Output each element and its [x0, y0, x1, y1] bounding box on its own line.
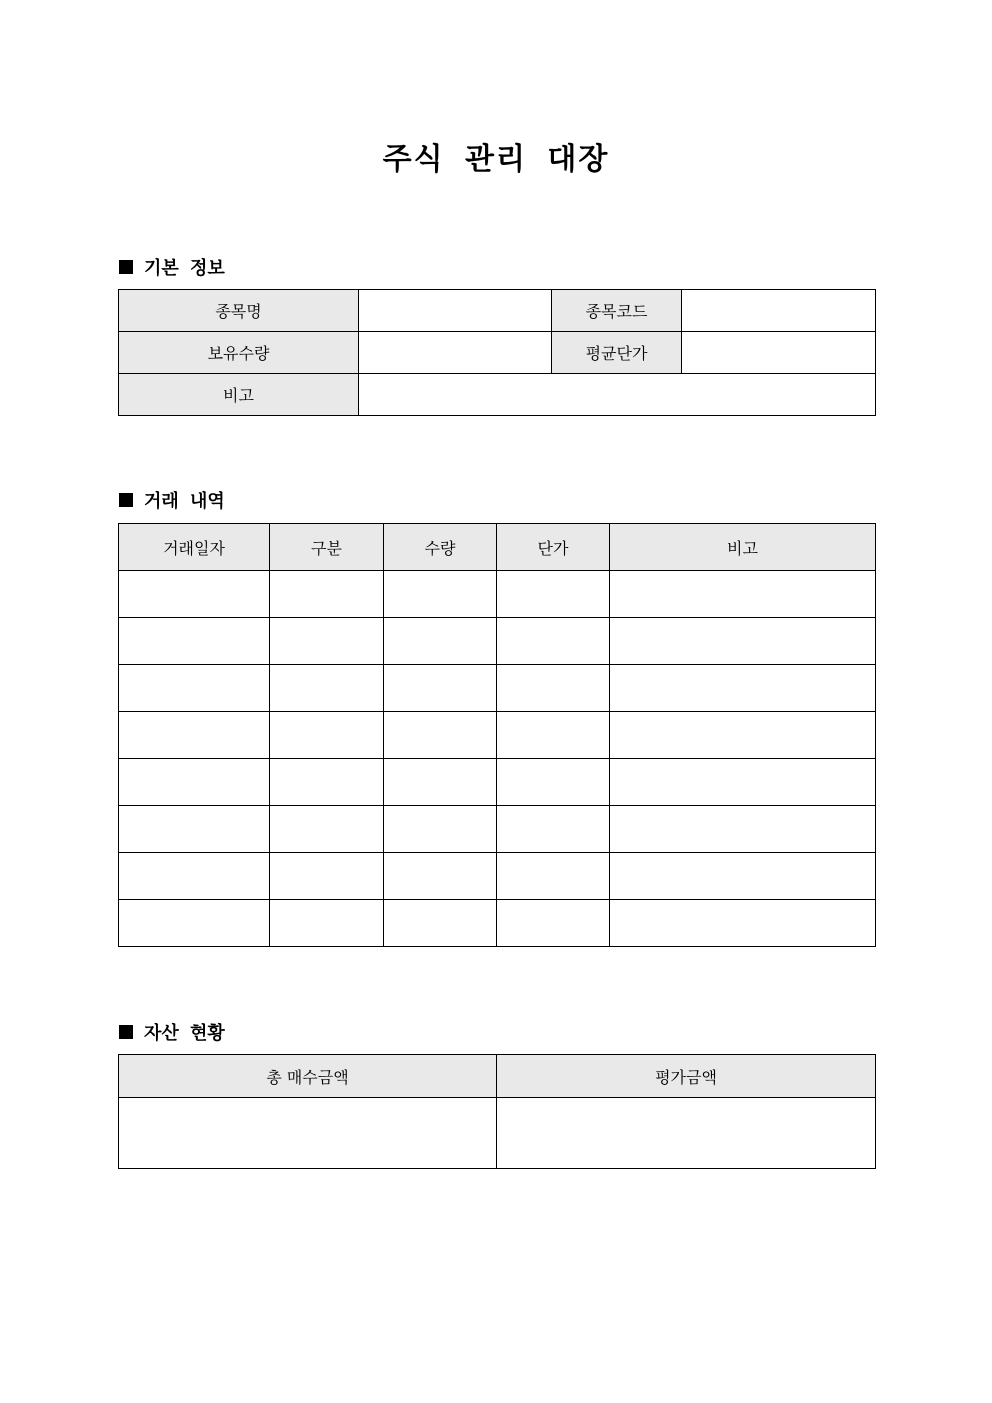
holding-quantity-field[interactable] [359, 332, 552, 374]
type-cell[interactable] [270, 712, 384, 759]
table-row [119, 759, 876, 806]
price-cell[interactable] [497, 853, 610, 900]
date-cell[interactable] [119, 571, 270, 618]
quantity-cell[interactable] [384, 665, 497, 712]
date-cell[interactable] [119, 900, 270, 947]
table-row [119, 374, 876, 416]
square-bullet-icon [119, 1025, 133, 1039]
price-cell[interactable] [497, 759, 610, 806]
table-row [119, 1098, 876, 1169]
type-cell[interactable] [270, 571, 384, 618]
table-row [119, 571, 876, 618]
remarks-field[interactable] [359, 374, 876, 416]
quantity-cell[interactable] [384, 618, 497, 665]
quantity-cell[interactable] [384, 571, 497, 618]
square-bullet-icon [119, 493, 133, 507]
type-cell[interactable] [270, 853, 384, 900]
column-header-quantity: 수량 [384, 524, 497, 571]
table-row [119, 290, 876, 332]
date-cell[interactable] [119, 712, 270, 759]
section-heading-trades [119, 487, 225, 513]
type-cell[interactable] [270, 665, 384, 712]
column-header-price: 단가 [497, 524, 610, 571]
date-cell[interactable] [119, 806, 270, 853]
remarks-cell[interactable] [610, 571, 876, 618]
trade-history-table [118, 523, 876, 947]
remarks-cell[interactable] [610, 900, 876, 947]
table-header-row [119, 524, 876, 571]
page-title: 주식 관리 대장 [382, 142, 610, 177]
type-cell[interactable] [270, 759, 384, 806]
quantity-cell[interactable] [384, 853, 497, 900]
column-header-type: 구분 [270, 524, 384, 571]
type-cell[interactable] [270, 806, 384, 853]
section-heading-label: 자산 현황 [144, 1023, 225, 1044]
price-cell[interactable] [497, 806, 610, 853]
table-row [119, 618, 876, 665]
quantity-cell[interactable] [384, 900, 497, 947]
average-price-field[interactable] [682, 332, 876, 374]
column-header-valuation: 평가금액 [497, 1055, 876, 1098]
section-heading-assets [119, 1019, 225, 1045]
date-cell[interactable] [119, 665, 270, 712]
label-average-price: 평균단가 [552, 332, 682, 374]
table-row [119, 806, 876, 853]
section-heading-label: 기본 정보 [144, 258, 225, 279]
label-stock-code: 종목코드 [552, 290, 682, 332]
section-heading-label: 거래 내역 [144, 491, 225, 512]
price-cell[interactable] [497, 665, 610, 712]
date-cell[interactable] [119, 853, 270, 900]
table-row [119, 900, 876, 947]
column-header-total-purchase: 총 매수금액 [119, 1055, 497, 1098]
date-cell[interactable] [119, 759, 270, 806]
price-cell[interactable] [497, 712, 610, 759]
price-cell[interactable] [497, 618, 610, 665]
table-header-row [119, 1055, 876, 1098]
remarks-cell[interactable] [610, 618, 876, 665]
remarks-cell[interactable] [610, 712, 876, 759]
column-header-date: 거래일자 [119, 524, 270, 571]
asset-status-table [118, 1054, 876, 1169]
section-heading-basic [119, 254, 225, 280]
column-header-remarks: 비고 [610, 524, 876, 571]
table-row [119, 332, 876, 374]
quantity-cell[interactable] [384, 759, 497, 806]
label-remarks: 비고 [119, 374, 359, 416]
total-purchase-field[interactable] [119, 1098, 497, 1169]
stock-name-field[interactable] [359, 290, 552, 332]
stock-code-field[interactable] [682, 290, 876, 332]
date-cell[interactable] [119, 618, 270, 665]
valuation-field[interactable] [497, 1098, 876, 1169]
basic-info-table [118, 289, 876, 416]
label-holding-quantity: 보유수량 [119, 332, 359, 374]
price-cell[interactable] [497, 900, 610, 947]
square-bullet-icon [119, 260, 133, 274]
quantity-cell[interactable] [384, 806, 497, 853]
type-cell[interactable] [270, 900, 384, 947]
remarks-cell[interactable] [610, 853, 876, 900]
remarks-cell[interactable] [610, 806, 876, 853]
remarks-cell[interactable] [610, 759, 876, 806]
label-stock-name: 종목명 [119, 290, 359, 332]
remarks-cell[interactable] [610, 665, 876, 712]
table-row [119, 853, 876, 900]
quantity-cell[interactable] [384, 712, 497, 759]
table-row [119, 712, 876, 759]
price-cell[interactable] [497, 571, 610, 618]
type-cell[interactable] [270, 618, 384, 665]
table-row [119, 665, 876, 712]
